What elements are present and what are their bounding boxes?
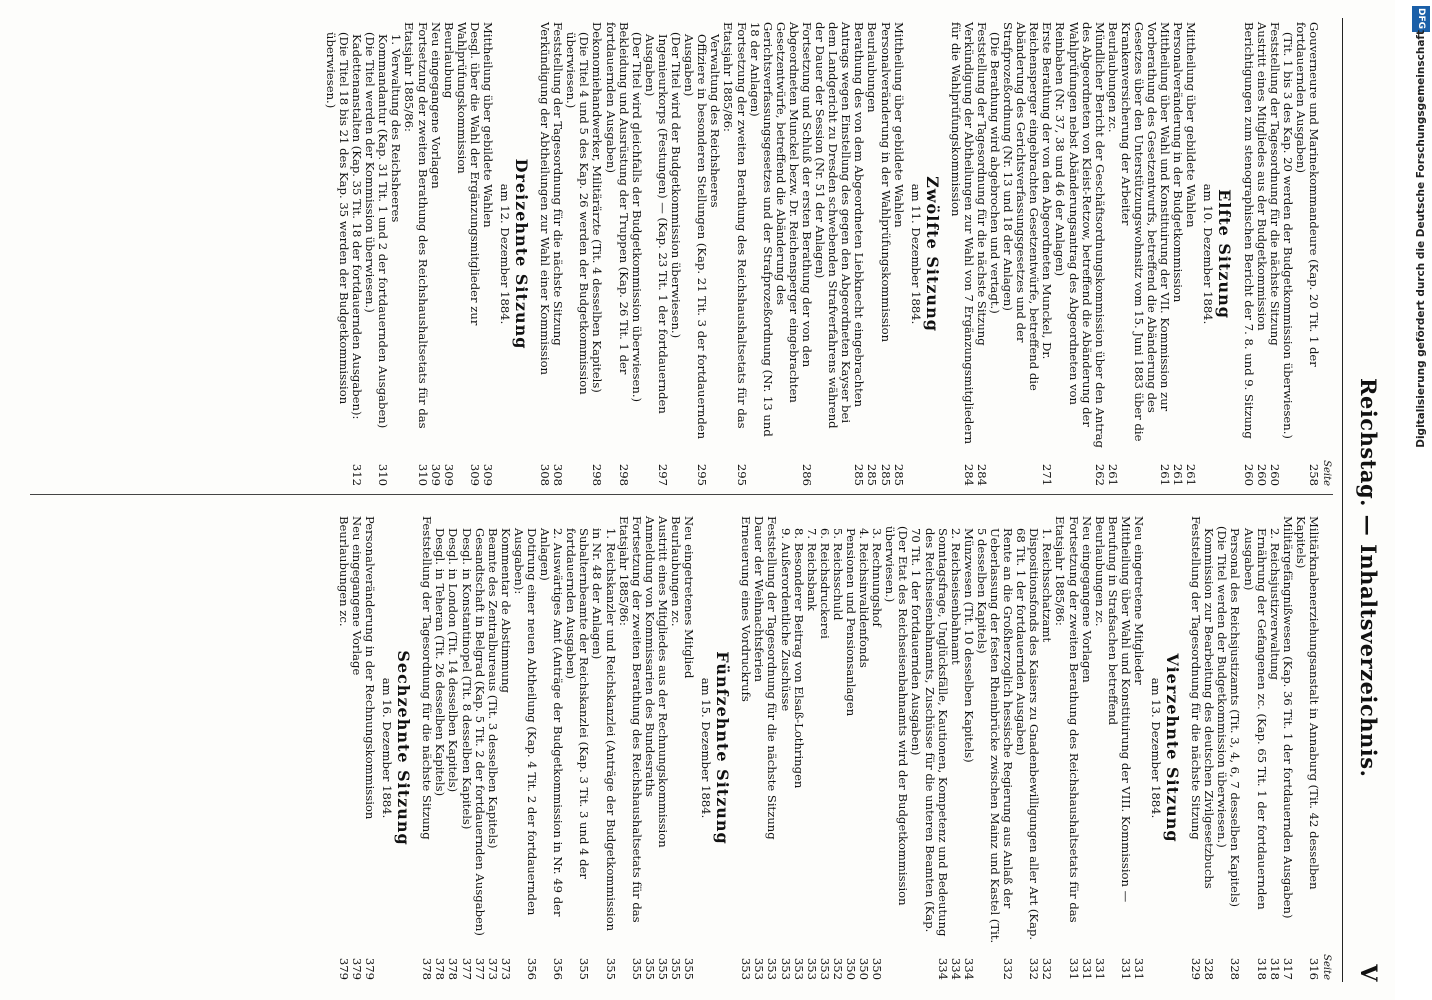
toc-entry-text: Fortsetzung der zweiten Berathung des Reichshaushaltsetats für das Etatsjahr 1885/86:: [1053, 516, 1081, 923]
toc-page-number: 286: [800, 463, 814, 486]
toc-page-number: 285: [878, 463, 893, 486]
toc-entry: [870, 516, 883, 980]
toc-page-number: 377: [459, 957, 474, 980]
toc-page-number: 334: [935, 957, 950, 980]
toc-entry: [844, 516, 857, 980]
toc-entry: [643, 22, 669, 486]
toc-entry: [656, 516, 669, 980]
toc-entry: [538, 22, 551, 486]
toc-entry-text: Offiziere in besonderen Stellungen (Kap. 21 Tit. 3 der fortdauernden Ausgaben): [682, 34, 710, 440]
toc-entry: [752, 516, 765, 980]
toc-page-number: 379: [363, 957, 378, 980]
toc-entry: [551, 22, 564, 486]
toc-entry-text: Pensionen und Pensionsanlagen: [844, 528, 858, 717]
toc-entry-text: Mittheilung über Wahl und Konstituirung der VIII. Kommission — Berufung in Strafsachen betreffend: [1105, 516, 1133, 903]
toc-note: [324, 22, 350, 486]
toc-entry: [429, 22, 442, 486]
toc-page-number: 356: [551, 957, 566, 980]
toc-entry-text: 2. Reichsjustizverwaltung: [1267, 528, 1282, 680]
toc-entry-text: Kommandantur (Kap. 31 Tit. 1 und 2 der fortdauernden Ausgaben): [376, 34, 391, 429]
toc-entry: [564, 516, 590, 980]
toc-page-number: 353: [778, 957, 793, 980]
toc-entry: [909, 516, 948, 980]
toc-entry-text: Feststellung der Tagesordnung für die nächste Sitzung: [765, 516, 780, 840]
toc-entry-text: 8. Besonderer Beitrag von Elsaß-Lothringen: [791, 528, 806, 789]
column-divider: [30, 494, 1333, 495]
toc-entry: [389, 22, 402, 486]
toc-page-number: 356: [525, 957, 540, 980]
toc-entry-text: Neu eingetretenes Mitglied: [682, 516, 697, 679]
toc-page-number: 328: [1202, 957, 1217, 980]
toc-entry-text: 9. Außerordentliche Zuschüsse: [778, 528, 793, 712]
toc-entry-text: Dauer der Weihnachtsferien: [752, 516, 767, 682]
toc-entry-text: Desgl. über die Wahl der Ergänzungsmitglieder zur Wahlprüfungskommission: [454, 22, 482, 326]
toc-entry: [446, 516, 459, 980]
session-heading: [380, 516, 413, 980]
toc-entry-text: Feststellung der Tagesordnung für die nächste Sitzung: [1267, 22, 1282, 346]
toc-page-number: 334: [948, 957, 963, 980]
toc-page-number: 353: [817, 957, 832, 980]
toc-page-number: 355: [669, 957, 684, 980]
toc-entry-text: Desgl. in Konstantinopel (Tit. 8 desselben Kapitels): [459, 528, 474, 830]
toc-page-number: 331: [1118, 957, 1133, 980]
toc-entry-text: Kommentar de Abstimmung: [498, 528, 513, 693]
toc-entry: [682, 22, 708, 486]
toc-entry: [337, 516, 350, 980]
toc-entry-text: 4. Reichsinvalidenfonds: [857, 528, 872, 668]
toc-page-number: 373: [498, 957, 513, 980]
toc-entry-text: Ingenieurkorps (Festungen) — (Kap. 23 Tit. 1 der fortdauernden Ausgaben): [642, 34, 670, 414]
toc-entry: [748, 22, 813, 486]
toc-entry: [459, 516, 472, 980]
page-title: Reichstag. — Inhaltsverzeichnis.: [1356, 378, 1381, 778]
session-title: Vierzehnte Sitzung: [1163, 653, 1183, 843]
toc-page-number: 310: [415, 463, 430, 486]
toc-note: [363, 22, 376, 486]
toc-entry: [1171, 22, 1184, 486]
toc-entry-text: (Der Titel wird gleichfalls der Budgetkommission überwiesen.): [629, 32, 644, 403]
toc-entry-text: Personal des Reichsjustizamts (Tit. 3, 4, 6, 7 desselben Kapitels): [1228, 528, 1243, 908]
toc-page-number: 309: [428, 463, 443, 486]
toc-page-number: 350: [857, 957, 872, 980]
session-date: am 16. Dezember 1884.: [380, 677, 395, 819]
toc-entry: [669, 516, 682, 980]
toc-entry: [1080, 516, 1093, 980]
page-number: V: [1355, 964, 1381, 982]
toc-entry: [538, 516, 564, 980]
toc-entry-text: Kadettenanstalten (Kap. 35 Tit. 18 der fortdauernden Ausgaben):: [350, 34, 365, 420]
toc-entry-text: Desgl. in Teheran (Tit. 26 desselben Kapitels): [433, 528, 448, 797]
toc-entry-text: Personalveränderung in der Wahlprüfungskommission: [878, 22, 893, 343]
toc-page-number: 317: [1280, 957, 1295, 980]
toc-page-number: 332: [1040, 957, 1055, 980]
session-title: Elfte Sitzung: [1215, 189, 1235, 319]
toc-page-number: 355: [603, 957, 618, 980]
digitization-notice: [1410, 0, 1432, 1000]
toc-entry-text: Beurlaubungen zc.: [1105, 22, 1120, 133]
toc-page-number: 378: [446, 957, 461, 980]
toc-entry-text: Militärgefängnißwesen (Kap. 36 Tit. 1 der fortdauernden Ausgaben): [1280, 516, 1295, 919]
toc-page-number: 318: [1267, 957, 1282, 980]
toc-entry-text: Anmeldung von Kommissarien des Bundesraths: [642, 516, 657, 797]
toc-entry-text: Erste Berathung der von den Abgeordneten Munckel, Dr. Reichensperger eingebrachten Gesetzentwürfe, betreffend die Abänderung des Gerichtsverfassungsgesetzes und der Strafprozeßordnung (Nr. 13 und 18 der Anlagen): [1001, 22, 1055, 391]
toc-note: [630, 22, 643, 486]
session-date: am 11. Dezember 1884.: [908, 183, 923, 325]
toc-entry-text: Verwaltung des Reichsheeres: [708, 34, 723, 208]
toc-page-number: 295: [695, 463, 710, 486]
toc-entry: [512, 516, 538, 980]
toc-entry: [975, 516, 1014, 980]
toc-entry: [857, 516, 870, 980]
toc-entry: [865, 22, 878, 486]
toc-page-number: 329: [1189, 957, 1204, 980]
toc-page-number: 373: [485, 957, 500, 980]
toc-entry-text: Feststellung der Tagesordnung für die nächste Sitzung: [420, 516, 435, 840]
toc-column-right: [337, 516, 1333, 980]
toc-page-number: 318: [1254, 957, 1269, 980]
toc-page-number: 260: [1254, 463, 1269, 486]
toc-entry-text: 6. Reichsdruckerei: [817, 528, 832, 639]
toc-entry-text: 1. Reichsschatzamt: [1040, 528, 1055, 643]
toc-page-number: 260: [1267, 463, 1282, 486]
toc-entry-text: Dekonomiehandwerker, Militärärzte (Tit. 4 desselben Kapitels): [590, 22, 605, 393]
toc-entry-text: (Die Berathung wird abgebrochen und vertagt.): [988, 32, 1003, 314]
toc-entry: [949, 22, 975, 486]
toc-entry-text: 1. Verwaltung des Reichsheeres: [389, 34, 404, 223]
session-date: am 10. Dezember 1884.: [1201, 183, 1216, 325]
toc-note: [564, 22, 590, 486]
toc-page-number: 353: [739, 957, 754, 980]
toc-entry: [455, 22, 481, 486]
toc-entry: [350, 516, 363, 980]
toc-page-number: 295: [734, 463, 749, 486]
toc-entry: [617, 516, 643, 980]
toc-entry-text: Ernährung der Gefangenen zc. (Kap. 65 Tit. 1 der fortdauernden Ausgaben): [1241, 528, 1269, 910]
toc-entry-text: Desgl. in London (Tit. 14 desselben Kapitels): [446, 528, 461, 793]
toc-page-number: 355: [642, 957, 657, 980]
toc-page-number: 352: [830, 957, 845, 980]
toc-note: [988, 22, 1001, 486]
toc-page-number: 334: [961, 957, 976, 980]
toc-page-number: 308: [551, 463, 566, 486]
toc-page-number: 350: [844, 957, 858, 980]
toc-page-number: 355: [655, 957, 670, 980]
toc-page-number: 308: [538, 463, 553, 486]
toc-entry: [1040, 516, 1053, 980]
toc-entry: [1132, 516, 1145, 980]
toc-page-number: 261: [1171, 463, 1186, 486]
toc-page-number: 355: [629, 957, 644, 980]
toc-note: [1215, 516, 1228, 980]
toc-page-number: 310: [376, 463, 391, 486]
toc-entry: [1053, 22, 1105, 486]
toc-entry-text: Erneuerung eines Vordruckrufs: [739, 516, 754, 702]
toc-entry-text: Feststellung der Tagesordnung für die nächste Sitzung: [1189, 516, 1204, 840]
toc-page-number: 379: [350, 957, 365, 980]
toc-entry-text: Mittheilung über gebildete Wahlen: [1184, 22, 1199, 228]
toc-entry: [1053, 516, 1079, 980]
toc-entry: [1189, 516, 1202, 980]
toc-page-number: 271: [1040, 463, 1055, 486]
toc-page-number: 379: [337, 957, 351, 980]
toc-entry: [1255, 22, 1268, 486]
toc-entry: [590, 22, 603, 486]
toc-entry: [1014, 516, 1040, 980]
toc-entry: [1281, 516, 1294, 980]
toc-page-number: 261: [1105, 463, 1120, 486]
session-title: Sechzehnte Sitzung: [394, 650, 414, 846]
toc-entry-text: (Die Titel werden der Kommission überwiesen.): [363, 32, 378, 313]
digitization-text: Digitalisierung gefördert durch die Deutsche Forschungsgemeinschaft: [1415, 30, 1427, 448]
toc-entry: [1093, 516, 1106, 980]
toc-entry-text: Mittheilung über Wahl und Konstituirung der VII. Kommission zur Vorberathung des Gesetzentwurfs, betreffend die Abänderung des Gesetzes über den Unterstützungswohnsitz vom 15. Juni 1883 über die Krankenversicherung der Arbeiter: [1118, 22, 1173, 442]
toc-entry: [442, 22, 455, 486]
toc-entry: [818, 516, 831, 980]
toc-entry-text: 1. Reichskanzler und Reichskanzlei (Anträge der Budgetkommission in Nr. 48 der Anlagen): [590, 528, 618, 932]
toc-page-number: 298: [590, 463, 605, 486]
toc-page-number: 309: [441, 463, 456, 486]
toc-entry-text: 2. Reichseisenbahnamt: [948, 528, 963, 665]
toc-entry-text: Bekleidung und Ausrüstung der Truppen (Kap. 26 Tit. 1 der fortdauernden Ausgaben): [603, 22, 631, 375]
toc-page-number: 332: [1027, 957, 1042, 980]
toc-entry: [350, 22, 363, 486]
toc-entry-text: Verkündigung der Abtheilungen zur Wahl einer Kommission: [538, 22, 553, 376]
toc-entry: [1119, 22, 1171, 486]
toc-entry-text: Personalveränderung in der Rechnungskommission: [363, 516, 378, 820]
toc-page-number: 298: [616, 463, 631, 486]
session-heading: [699, 516, 732, 980]
dfg-logo: DFG: [1412, 6, 1430, 32]
toc-entry-text: Beurlaubungen zc.: [337, 516, 351, 627]
toc-page-number: 261: [1158, 463, 1173, 486]
toc-page-number: 355: [577, 957, 592, 980]
toc-entry-text: Neu eingetretene Mitglieder: [1132, 516, 1147, 685]
toc-entry: [1001, 22, 1053, 486]
toc-page-number: 328: [1228, 957, 1243, 980]
toc-page-number: 331: [1066, 957, 1081, 980]
toc-entry: [949, 516, 962, 980]
toc-page-number: 285: [852, 463, 867, 486]
toc-entry-text: (Die Titel 4 und 5 des Kap. 26 werden der Budgetkommission überwiesen.): [564, 32, 592, 395]
toc-entry: [604, 22, 630, 486]
toc-entry-text: Verkündigung der Abtheilungen zur Wahl von 7 Ergänzungsmitgliedern für die Wahlprüfungskommission: [948, 22, 976, 445]
toc-entry: [1202, 516, 1215, 980]
session-date: am 15. Dezember 1884.: [699, 677, 714, 819]
session-heading: [1149, 516, 1182, 980]
toc-page-number: 378: [433, 957, 448, 980]
toc-entry-text: Beurlaubungen zc.: [1092, 516, 1107, 627]
toc-entry: [892, 22, 905, 486]
toc-entry-text: 5. Reichsschuld: [830, 528, 845, 621]
toc-note: [669, 22, 682, 486]
toc-entry-text: Münzwesen (Tit. 10 desselben Kapitels): [961, 528, 976, 763]
toc-page-number: 285: [865, 463, 880, 486]
toc-page-number: 331: [1079, 957, 1094, 980]
toc-entry: [1294, 22, 1320, 486]
toc-entry-text: Militärknabenerziehungsanstalt in Annaburg (Tit. 42 desselben Kapitels): [1293, 516, 1321, 890]
page-column-label: Seite: [1321, 460, 1332, 486]
toc-entry: [805, 516, 818, 980]
toc-entry: [1228, 516, 1241, 980]
toc-entry: [1268, 516, 1281, 980]
toc-entry-text: 7. Reichsbank: [804, 528, 819, 611]
toc-entry-text: Beamte des Zentralbureaus (Tit. 3 desselben Kapitels): [485, 528, 500, 849]
toc-entry-text: 3. Rechnungshof: [870, 528, 885, 627]
toc-page-number: 316: [1307, 957, 1321, 980]
session-heading: [909, 22, 942, 486]
toc-entry: [682, 516, 695, 980]
toc-page-number: 309: [467, 463, 482, 486]
session-title: Dreizehnte Sitzung: [512, 158, 532, 350]
session-title: Zwölfte Sitzung: [922, 176, 942, 332]
toc-page-number: 284: [961, 463, 976, 486]
toc-entry-text: (Der Etat des Reichseisenbahnamts wird der Budgetkommission überwiesen.): [883, 526, 911, 906]
toc-column-left: [324, 22, 1333, 486]
toc-entry: [473, 516, 486, 980]
page-column-label: Seite: [1321, 954, 1332, 980]
toc-page-number: 262: [1092, 463, 1107, 486]
toc-page-number: 312: [350, 463, 365, 486]
toc-page-number: 331: [1092, 957, 1107, 980]
toc-page-number: 355: [682, 957, 697, 980]
toc-entry-text: Neu eingegangene Vorlagen: [1079, 516, 1094, 683]
toc-entry-text: Berichtigungen zum stenographischen Bericht der 7. 8. und 9. Sitzung: [1241, 22, 1256, 439]
toc-entry: [1241, 22, 1254, 486]
toc-entry: [363, 516, 376, 980]
toc-entry: [1184, 22, 1197, 486]
toc-entry-text: Dispositionsfonds des Kaisers zu Gnadenbewilligungen aller Art (Kap. 68 Tit. 1 der fortdauernden Ausgaben): [1014, 528, 1042, 941]
toc-entry-text: (Die Titel werden der Budgetkommission überwiesen.): [1215, 526, 1230, 848]
toc-entry-text: Fortsetzung der zweiten Berathung des Reichshaushaltsetats für das Etatsjahr 1885/86:: [402, 22, 430, 429]
toc-entry: [1294, 516, 1320, 980]
toc-entry: [975, 22, 988, 486]
toc-entry: [721, 22, 747, 486]
toc-entry-text: Kommission zur Bearbeitung des deutschen Zivilgesetzbuchs: [1202, 528, 1217, 889]
toc-entry-text: (Die Titel 18 bis 21 des Kap. 35 werden der Budgetkommission überwiesen.): [323, 32, 351, 405]
toc-entry: [590, 516, 616, 980]
toc-entry-text: Subalternbeamte der Reichskanzlei (Kap. 3 Tit. 3 und 4 der fortdauernden Ausgaben): [564, 528, 592, 879]
toc-entry-text: Beurlaubungen: [865, 22, 880, 113]
toc-entry-text: Mittheilung über gebildete Wahlen: [481, 22, 496, 228]
toc-entry-text: Feststellung der Tagesordnung für die nächste Sitzung: [974, 22, 989, 346]
toc-entry: [643, 516, 656, 980]
toc-page-number: 353: [752, 957, 767, 980]
toc-page-number: 353: [791, 957, 806, 980]
toc-entry: [739, 516, 752, 980]
toc-page-number: 378: [420, 957, 435, 980]
toc-entry: [481, 22, 494, 486]
toc-entry-text: Personalveränderung in der Budgetkommission: [1171, 22, 1186, 303]
toc-entry-text: Feststellung der Tagesordnung für die nächste Sitzung: [551, 22, 566, 346]
toc-entry: [813, 22, 865, 486]
toc-entry: [962, 516, 975, 980]
toc-entry-text: Rente an die Großherzoglich hessische Regierung aus Anlaß der Ueberlassung der festen Rheinbrücke zwischen Mainz und Kastel (Tit. 5 desselben Kapitels): [974, 528, 1016, 944]
toc-entry-text: Mündlicher Bericht der Geschäftsordnungskommission über den Antrag des Abgeordneten von Kleist-Retzow, betreffend die Abänderung der Wahlprüfungen nebst Abänderungsantrag des Abgeordneten von Reinbaben (Nr. 37, 38 und 46 der Anlagen): [1053, 22, 1107, 448]
toc-entry: [376, 22, 389, 486]
toc-entry: [499, 516, 512, 980]
toc-entry-text: Austritt eines Mitgliedes aus der Budgetkommission: [1254, 22, 1269, 331]
toc-entry-text: Mittheilung über gebildete Wahlen: [891, 22, 906, 228]
session-title: Fünfzehnte Sitzung: [713, 651, 733, 845]
toc-entry-text: Beurlaubung: [441, 22, 456, 99]
toc-entry: [420, 516, 433, 980]
toc-page-number: 260: [1241, 463, 1256, 486]
toc-entry: [708, 22, 721, 486]
toc-entry: [1268, 22, 1281, 486]
toc-note: [1281, 22, 1294, 486]
toc-entry-text: Austritt eines Mitgliedes aus der Rechnungskommission: [655, 516, 670, 848]
toc-entry: [402, 22, 428, 486]
toc-entry-text: Neu eingegangene Vorlage: [350, 516, 365, 676]
session-heading: [498, 22, 531, 486]
toc-page-number: 297: [655, 463, 670, 486]
toc-entry-text: Sonntagsfrage, Unglücksfälle, Kautionen, Kompetenz und Bedeutung des Reichseisenbahnamts, Zuschüsse für die unteren Beamten (Kap. 70 Tit. 1 der fortdauernden Ausgaben): [909, 528, 950, 937]
running-header: [1345, 18, 1385, 982]
toc-entry: [792, 516, 805, 980]
toc-page-number: 350: [870, 957, 885, 980]
toc-entry: [778, 516, 791, 980]
toc-note: [883, 516, 909, 980]
toc-page-number: 332: [1001, 957, 1016, 980]
toc-entry-text: Fortsetzung der zweiten Berathung des Reichshaushaltsetats für das Etatsjahr 1885/86:: [721, 22, 749, 429]
session-date: am 12. Dezember 1884.: [498, 183, 513, 325]
toc-entry: [486, 516, 499, 980]
toc-entry: [878, 22, 891, 486]
toc-entry: [1106, 22, 1119, 486]
toc-entry-text: Neu eingegangene Vorlagen: [428, 22, 443, 189]
toc-entry-text: Fortsetzung und Schluß der ersten Berathung der von den Abgeordneten Munckel bezw. Dr. Reichensperger eingebrachten Gesetzentwürfe, betreffend die Abänderung des Gerichtsverfassungsgesetzes und der Strafprozeßordnung (Nr. 13 und 18 der Anlagen): [747, 22, 814, 437]
toc-entry: [433, 516, 446, 980]
toc-entry-text: Berathung des von dem Abgeordneten Liebknecht eingebrachten Antrags wegen Einstellung des gegen den Abgeordneten Kayser bei dem Landgericht zu Dresden schwebenden Strafverfahrens während der Dauer der Session (Nr. 51 der Anlagen): [813, 22, 867, 429]
toc-entry-text: Fortsetzung der zweiten Berathung des Reichshaushaltsetats für das Etatsjahr 1885/86:: [616, 516, 644, 923]
toc-entry: [831, 516, 844, 980]
toc-entry: [1106, 516, 1132, 980]
toc-entry-text: (Der Titel wird der Budgetkommission überwiesen.): [669, 32, 684, 339]
toc-page-number: 309: [481, 463, 496, 486]
toc-entry: [765, 516, 778, 980]
toc-entry-text: (Tit. 1 bis 3 des Kap. 20 werden der Budgetkommission überwiesen.): [1280, 32, 1295, 439]
toc-page-number: 261: [1184, 463, 1199, 486]
toc-page-number: 284: [974, 463, 989, 486]
toc-page-number: 353: [765, 957, 780, 980]
toc-page-number: 377: [472, 957, 487, 980]
toc-page-number: 353: [804, 957, 819, 980]
toc-entry: [1241, 516, 1267, 980]
toc-entry-text: 2. Auswärtiges Amt (Anträge der Budgetkommission in Nr. 49 der Anlagen): [538, 528, 566, 917]
toc-page-number: 258: [1307, 463, 1321, 486]
header-rule: [1342, 18, 1343, 982]
toc-entry-text: Gesandtschaft in Belgrad (Kap. 5 Tit. 2 der fortdauernden Ausgaben): [472, 528, 487, 936]
toc-page-number: 331: [1132, 957, 1147, 980]
toc-entry-text: Beurlaubungen zc.: [669, 516, 684, 627]
session-heading: [1201, 22, 1234, 486]
toc-page-number: 285: [891, 463, 906, 486]
toc-entry-text: Dotirung einer neuen Abtheilung (Kap. 4 Tit. 2 der fortdauernden Ausgaben):: [511, 528, 540, 916]
session-date: am 13. Dezember 1884.: [1149, 677, 1164, 819]
toc-entry-text: Gouverneure und Marinekommandeure (Kap. 20 Tit. 1 der fortdauernden Ausgaben): [1293, 22, 1321, 367]
